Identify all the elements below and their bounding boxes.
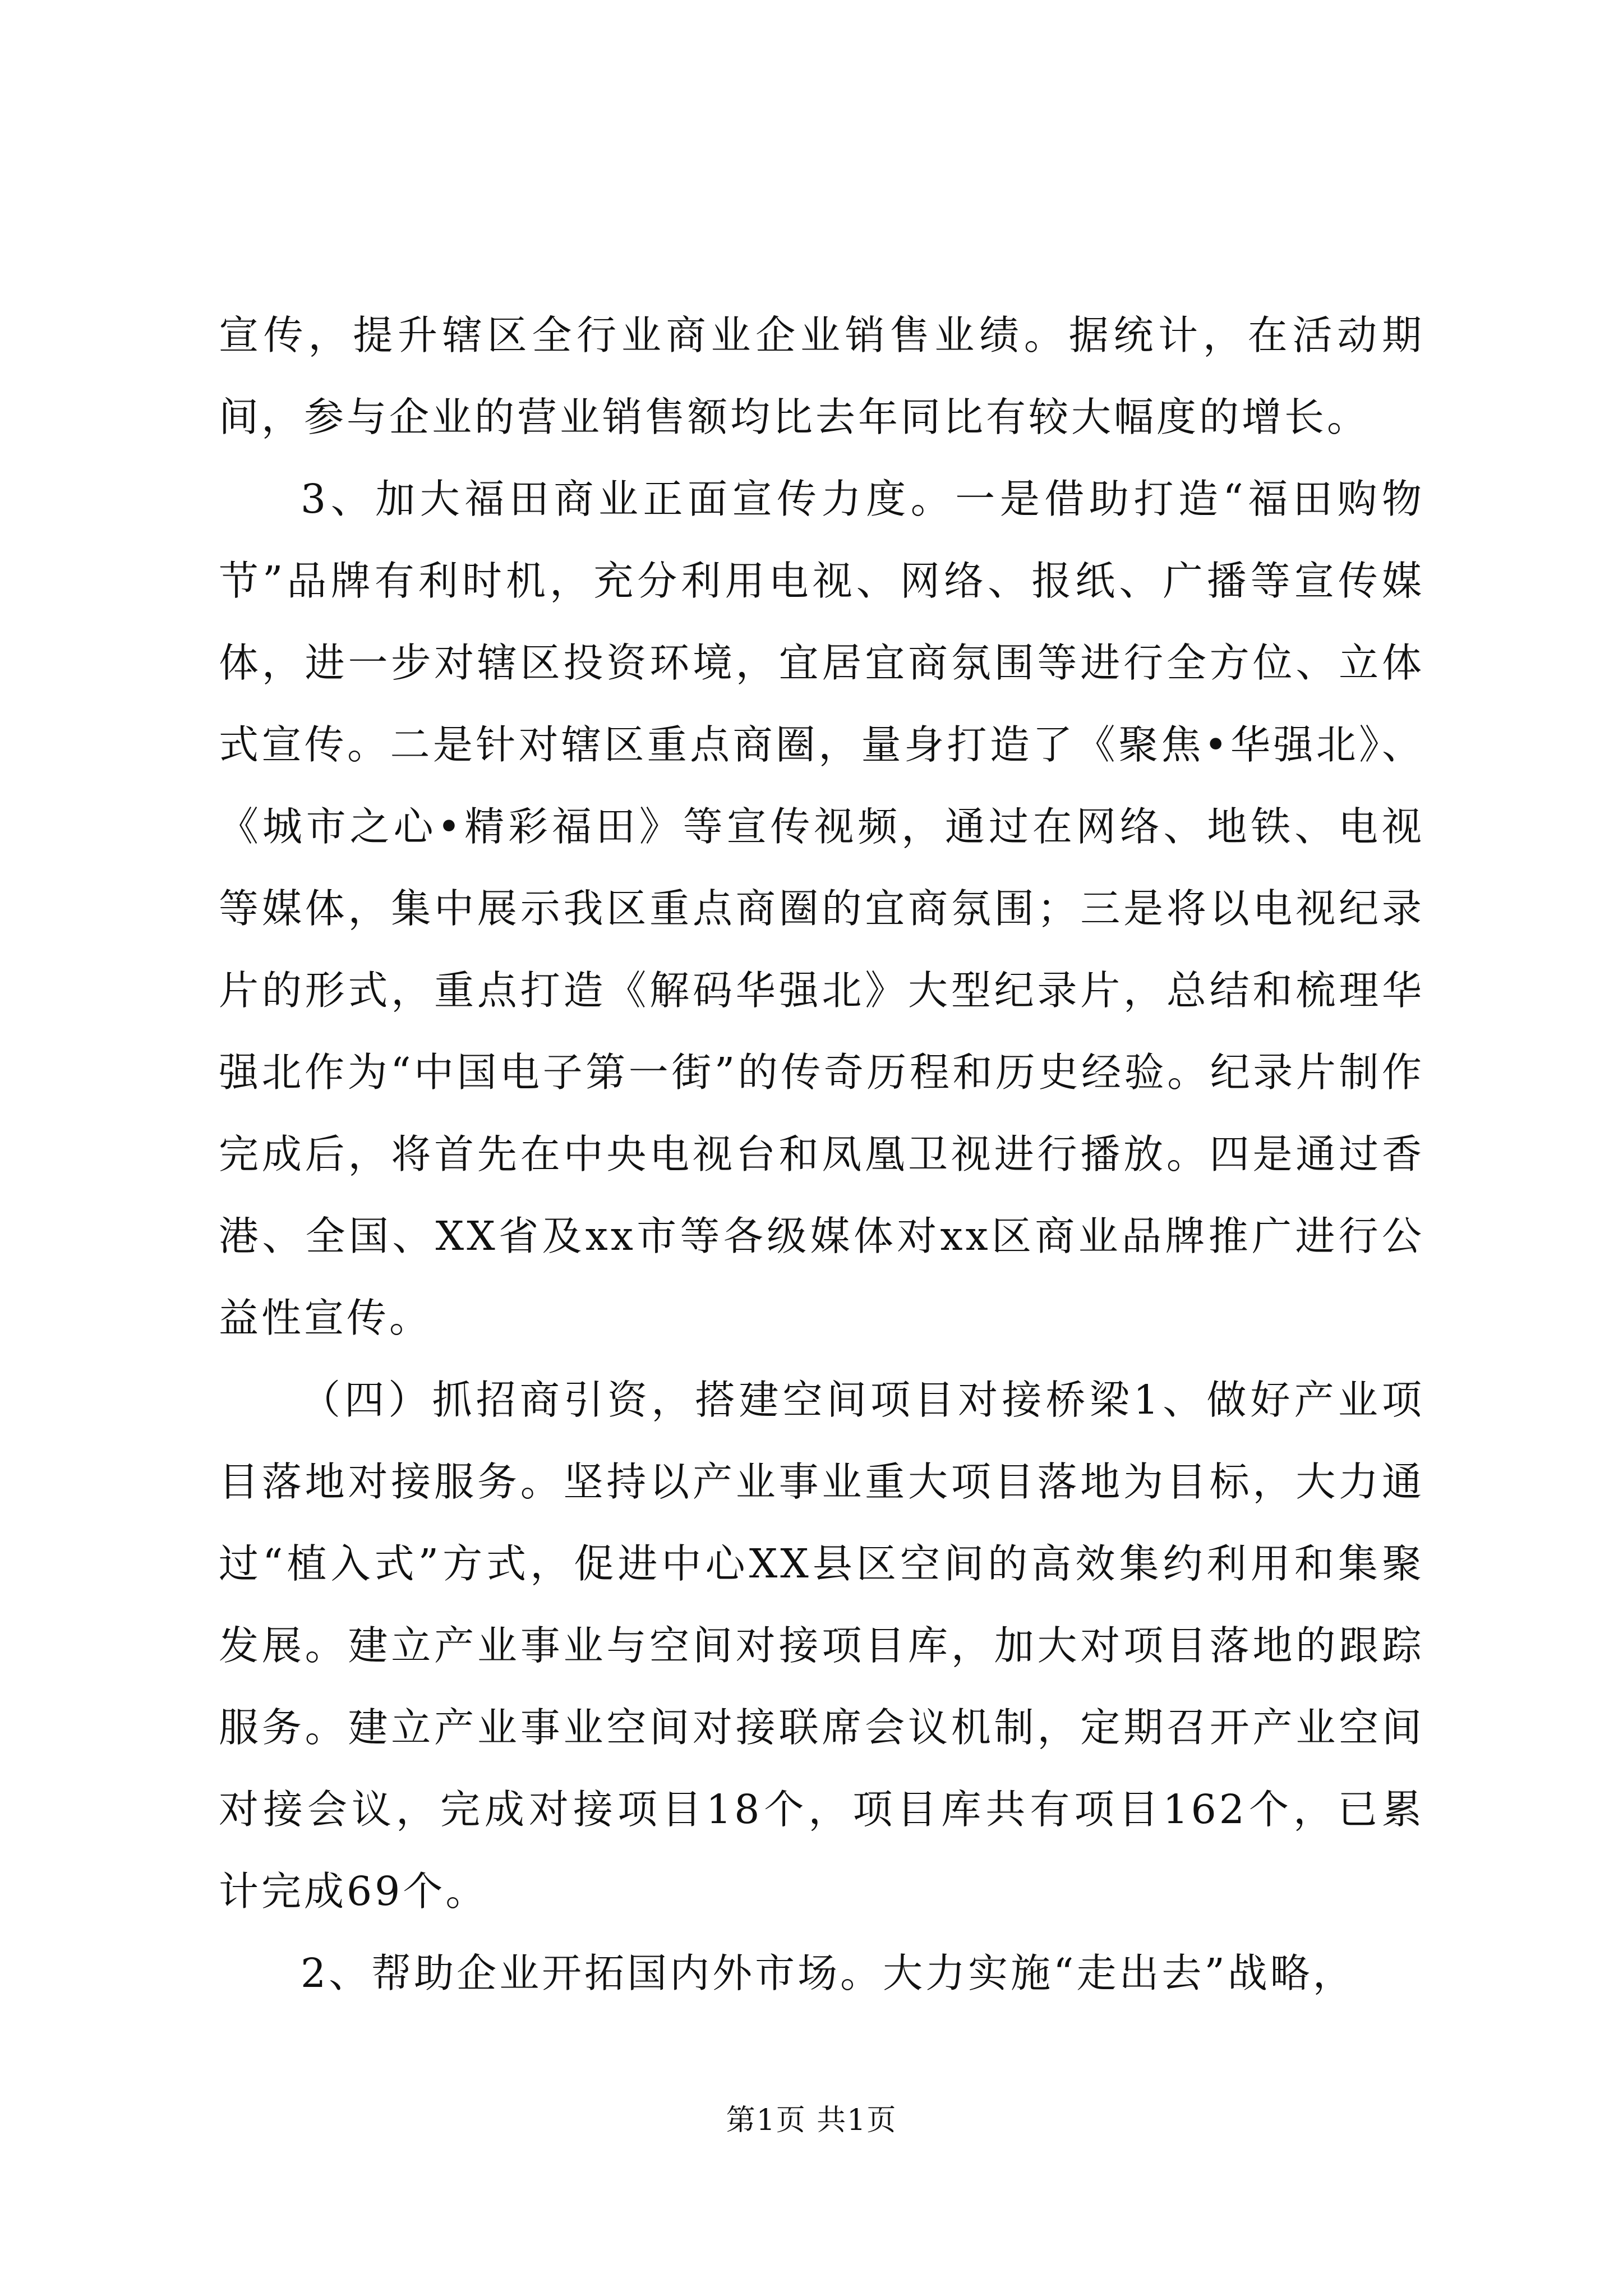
page-number-footer: 第1页 共1页 [726,2104,897,2137]
paragraph-2: 3、加大福田商业正面宣传力度。一是借助打造“福田购物节”品牌有利时机，充分利用电视、网络、报纸、广播等宣传媒体，进一步对辖区投资环境，宜居宜商氛围等进行全方位、立体式宣传。二是针对辖区重点商圈，量身打造了《聚焦•华强北》、《城市之心•精彩福田》等宣传视频，通过在网络、地铁、电视等媒体，集中展示我区重点商圈的宜商氛围；三是将以电视纪录片的形式，重点打造《解码华强北》大型纪录片，总结和梳理华强北作为“中国电子第一街”的传奇历程和历史经验。纪录片制作完成后，将首先在中央电视台和凤凰卫视进行播放。四是通过香港、全国、XX省及xx市等各级媒体对xx区商业品牌推广进行公益性宣传。 [219,476,1424,1341]
document-body [219,295,1424,2014]
paragraph-1: 宣传，提升辖区全行业商业企业销售业绩。据统计，在活动期间，参与企业的营业销售额均比去年同比有较大幅度的增长。 [219,312,1424,440]
paragraph-4: 2、帮助企业开拓国内外市场。大力实施“走出去”战略， [301,1950,1355,1996]
paragraph-3: （四）抓招商引资，搭建空间项目对接桥梁1、做好产业项目落地对接服务。坚持以产业事业重大项目落地为目标，大力通过“植入式”方式，促进中心XX县区空间的高效集约利用和集聚发展。建立产业事业与空间对接项目库，加大对项目落地的跟踪服务。建立产业事业空间对接联席会议机制，定期召开产业空间对接会议，完成对接项目18个，项目库共有项目162个，已累计完成69个。 [219,1377,1424,1915]
